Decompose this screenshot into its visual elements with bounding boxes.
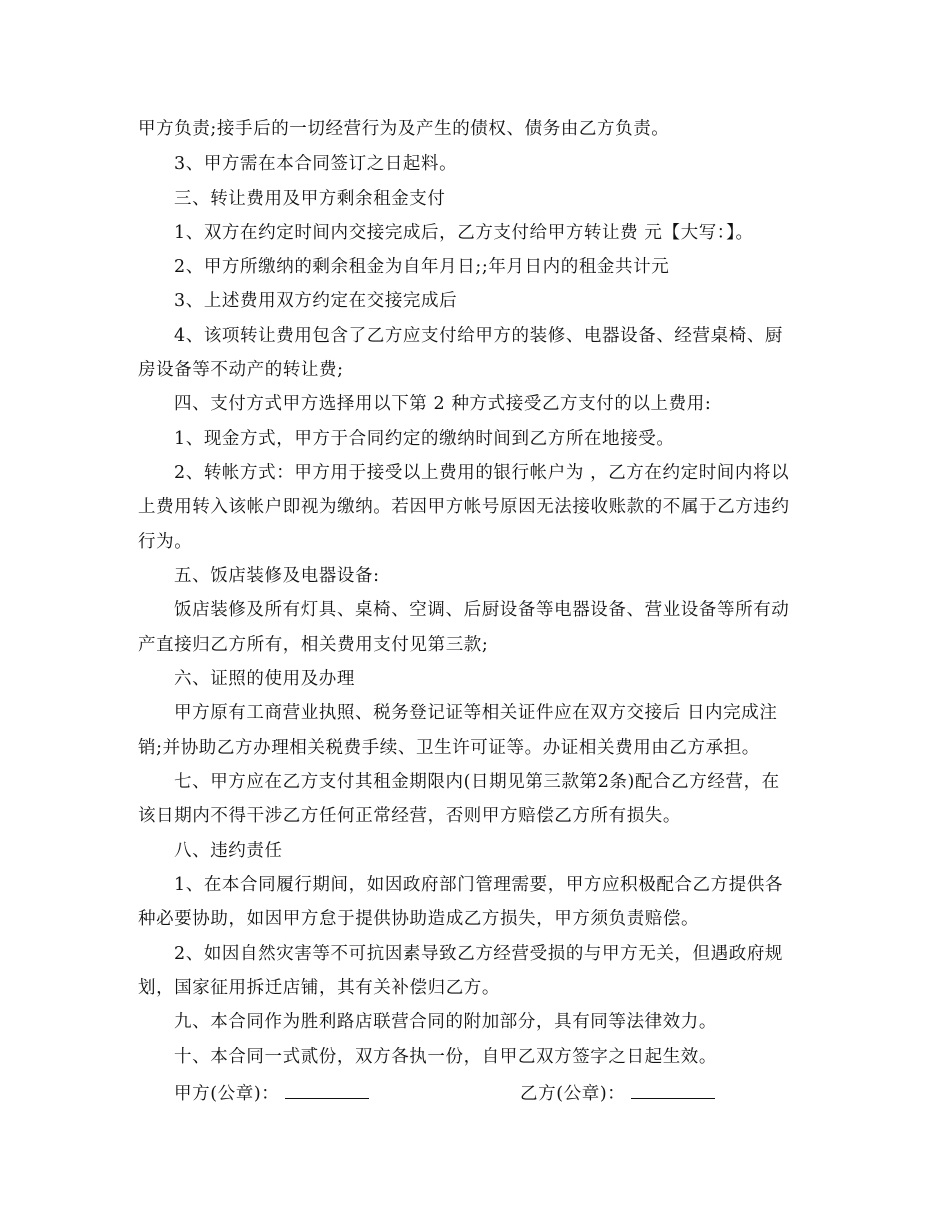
text-line: 2、转帐方式：甲方用于接受以上费用的银行帐户为 ，乙方在约定时间内将以 [174,463,790,483]
section-heading: 八、违约责任 [174,841,283,861]
text-line: 1、在本合同履行期间，如因政府部门管理需要，甲方应积极配合乙方提供各 [174,875,784,895]
text-line: 该日期内不得干涉乙方任何正常经营，否则甲方赔偿乙方所有损失。 [138,806,681,826]
section-heading: 五、饭店装修及电器设备: [174,566,380,586]
text-line: 甲方负责;接手后的一切经营行为及产生的债权、债务由乙方负责。 [138,119,670,139]
text-line: 2、如因自然灾害等不可抗因素导致乙方经营受损的与甲方无关，但遇政府规 [174,944,784,964]
section-heading: 十、本合同一式贰份，双方各执一份，自甲乙双方签字之日起生效。 [174,1047,717,1067]
section-heading: 七、甲方应在乙方支付其租金期限内(日期见第三款第2条)配合乙方经营，在 [174,772,780,792]
signature-party-a [174,1081,369,1106]
text-line: 划，国家征用拆迁店铺，其有关补偿归乙方。 [138,978,500,998]
text-line: 1、现金方式，甲方于合同约定的缴纳时间到乙方所在地接受。 [174,429,675,449]
text-line: 3、甲方需在本合同签订之日起料。 [174,154,458,174]
text-line: 2、甲方所缴纳的剩余租金为自年月日;;年月日内的租金共计元 [174,257,670,277]
text-line: 1、双方在约定时间内交接完成后，乙方支付给甲方转让费 元【大写：】。 [174,223,754,243]
signature-party-b [520,1081,715,1106]
section-heading: 三、转让费用及甲方剩余租金支付 [174,189,446,209]
text-line: 种必要协助，如因甲方怠于提供协助造成乙方损失，甲方须负责赔偿。 [138,909,700,929]
text-line: 行为。 [138,532,193,552]
text-line: 甲方原有工商营业执照、税务登记证等相关证件应在双方交接后 日内完成注 [174,703,778,723]
signature-party-a-label: 甲方(公章)： [174,1084,280,1104]
text-line: 3、上述费用双方约定在交接完成后 [174,291,458,311]
section-heading: 六、证照的使用及办理 [174,669,355,689]
text-line: 上费用转入该帐户即视为缴纳。若因甲方帐号原因无法接收账款的不属于乙方违约 [138,497,790,517]
text-line: 产直接归乙方所有，相关费用支付见第三款; [138,635,489,655]
section-heading: 四、支付方式甲方选择用以下第 2 种方式接受乙方支付的以上费用: [174,394,712,414]
signature-blank [631,1081,715,1099]
section-heading: 九、本合同作为胜利路店联营合同的附加部分，具有同等法律效力。 [174,1012,717,1032]
text-line: 饭店装修及所有灯具、桌椅、空调、后厨设备等电器设备、营业设备等所有动 [174,600,790,620]
signature-party-b-label: 乙方(公章)： [520,1084,626,1104]
text-line: 房设备等不动产的转让费; [138,360,344,380]
signature-blank [285,1081,369,1099]
text-line: 4、该项转让费用包含了乙方应支付给甲方的装修、电器设备、经营桌椅、厨 [174,326,784,346]
text-line: 销;并协助乙方办理相关税费手续、卫生许可证等。办证相关费用由乙方承担。 [138,738,760,758]
